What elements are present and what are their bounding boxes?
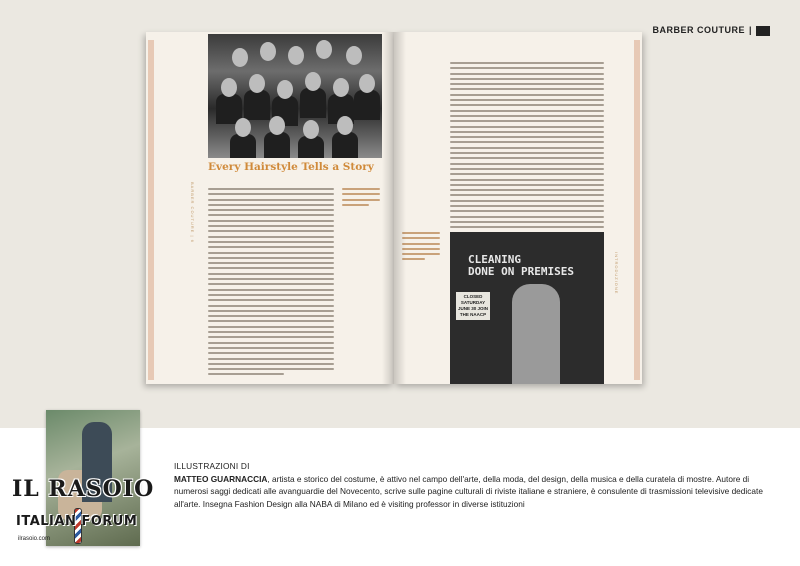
left-side-caption [342, 188, 380, 209]
brand-separator: | [748, 25, 752, 35]
forum-watermark [4, 476, 164, 562]
credit-bio: , artista e storico del costume, è attivo nel campo dell'arte, della moda, del design, della musica e della curatela di mostre. Autore di numerosi saggi dedicati alle avanguardie del Novecento, scrive sulle pagine culturali di riviste italiane e straniere, è consulente di trasmissioni televisive dedicate all'arte. Insegna Fashion Design alla NABA di Milano ed è visiting professor in diverse istituzioni [174, 473, 763, 509]
watermark-subtitle: ITALIAN FORUM [16, 514, 138, 529]
page-edge-accent [148, 40, 154, 380]
group-portrait-photo [208, 34, 382, 158]
right-side-caption [402, 232, 440, 264]
brand-name: BARBER COUTURE [652, 25, 745, 35]
illustrator-credit [174, 460, 774, 510]
left-body-text [208, 188, 334, 379]
right-page [394, 32, 642, 384]
brand-header [652, 25, 770, 36]
chapter-title: Every Hairstyle Tells a Story [208, 161, 374, 173]
publisher-logo-icon [756, 26, 770, 36]
man-figure [512, 284, 560, 384]
open-book [146, 32, 642, 384]
page-edge-accent [634, 40, 640, 380]
book-gutter-shadow [382, 32, 406, 384]
right-running-header: INTRODUZIONE [614, 252, 619, 295]
watermark-title: IL RASOIO [12, 476, 155, 502]
credit-heading: ILLUSTRAZIONI DI [174, 461, 250, 471]
right-body-text [450, 62, 604, 237]
left-running-header: BARBER COUTURE | 6 [190, 182, 195, 243]
watermark-url: ilrasoio.com [18, 536, 51, 542]
cleaning-sign-text: CLEANING DONE ON PREMISES [468, 253, 574, 278]
credit-author: MATTEO GUARNACCIA [174, 473, 268, 484]
barbershop-window-photo [450, 232, 604, 384]
closed-notice: CLOSED SATURDAY JUNE 30 JOIN THE NAACP [456, 292, 490, 320]
left-page [146, 32, 394, 384]
